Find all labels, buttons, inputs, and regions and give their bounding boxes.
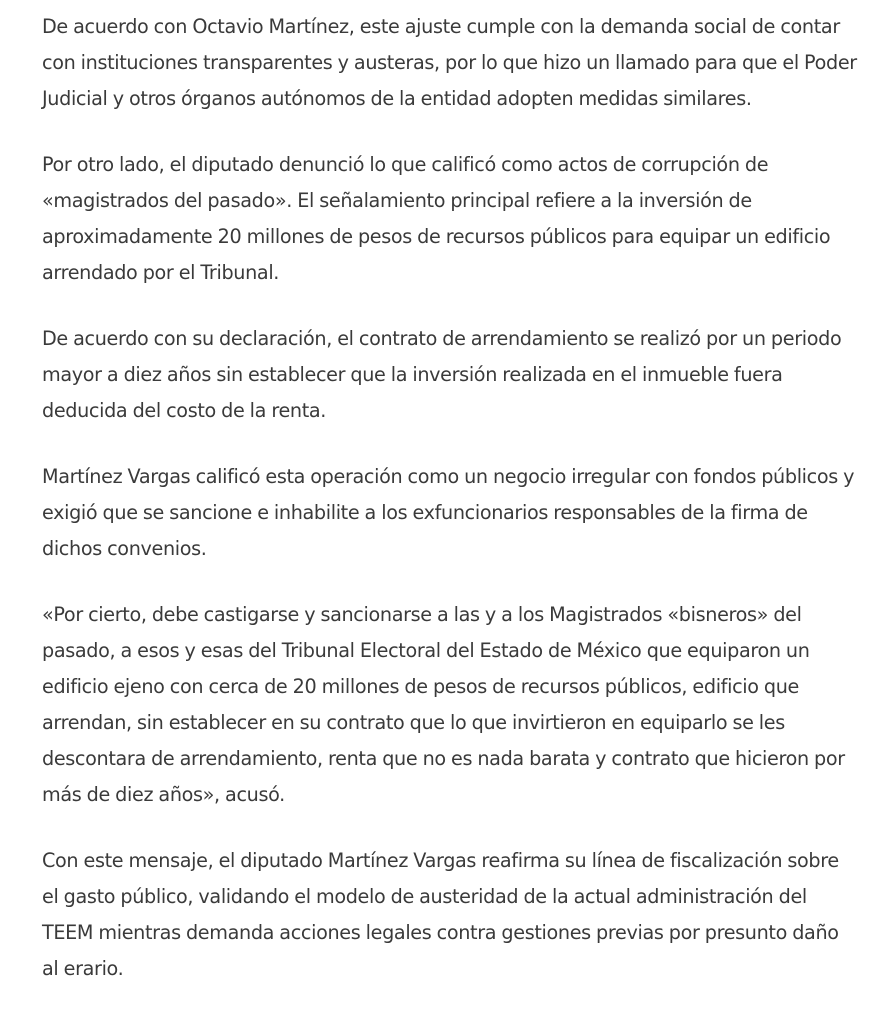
paragraph-5-quote: «Por cierto, debe castigarse y sancionarse a las y a los Magistrados «bisneros» del pasado, a esos y esas del Tribunal Electoral del Estado de México que equiparon un edificio ejeno con cerca de 20 millones de pesos de recursos públicos, edificio que arrendan, sin establecer en su contrato que lo que invirtieron en equiparlo se les descontara de arrendamiento, renta que no es nada barata y contrato que hicieron por más de diez años», acusó. <box>42 603 845 806</box>
paragraph-6: Con este mensaje, el diputado Martínez Vargas reafirma su línea de fiscalización sobre el gasto público, validando el modelo de austeridad de la actual administración del TEEM mientras demanda acciones legales contra gestiones previas por presunto daño al erario. <box>42 849 839 980</box>
paragraph-4: Martínez Vargas calificó esta operación como un negocio irregular con fondos públicos y exigió que se sancione e inhabilite a los exfuncionarios responsables de la firma de dichos convenios. <box>42 465 855 560</box>
paragraph-2: Por otro lado, el diputado denunció lo que calificó como actos de corrupción de «magistrados del pasado». El señalamiento principal refiere a la inversión de aproximadamente 20 millones de pesos de recursos públicos para equipar un edificio arrendado por el Tribunal. <box>42 153 831 284</box>
paragraph-1: De acuerdo con Octavio Martínez, este ajuste cumple con la demanda social de contar con instituciones transparentes y austeras, por lo que hizo un llamado para que el Poder Judicial y otros órganos autónomos de la entidad adopten medidas similares. <box>42 15 857 110</box>
paragraph-3: De acuerdo con su declaración, el contrato de arrendamiento se realizó por un periodo mayor a diez años sin establecer que la inversión realizada en el inmueble fuera deducida del costo de la renta. <box>42 327 842 422</box>
